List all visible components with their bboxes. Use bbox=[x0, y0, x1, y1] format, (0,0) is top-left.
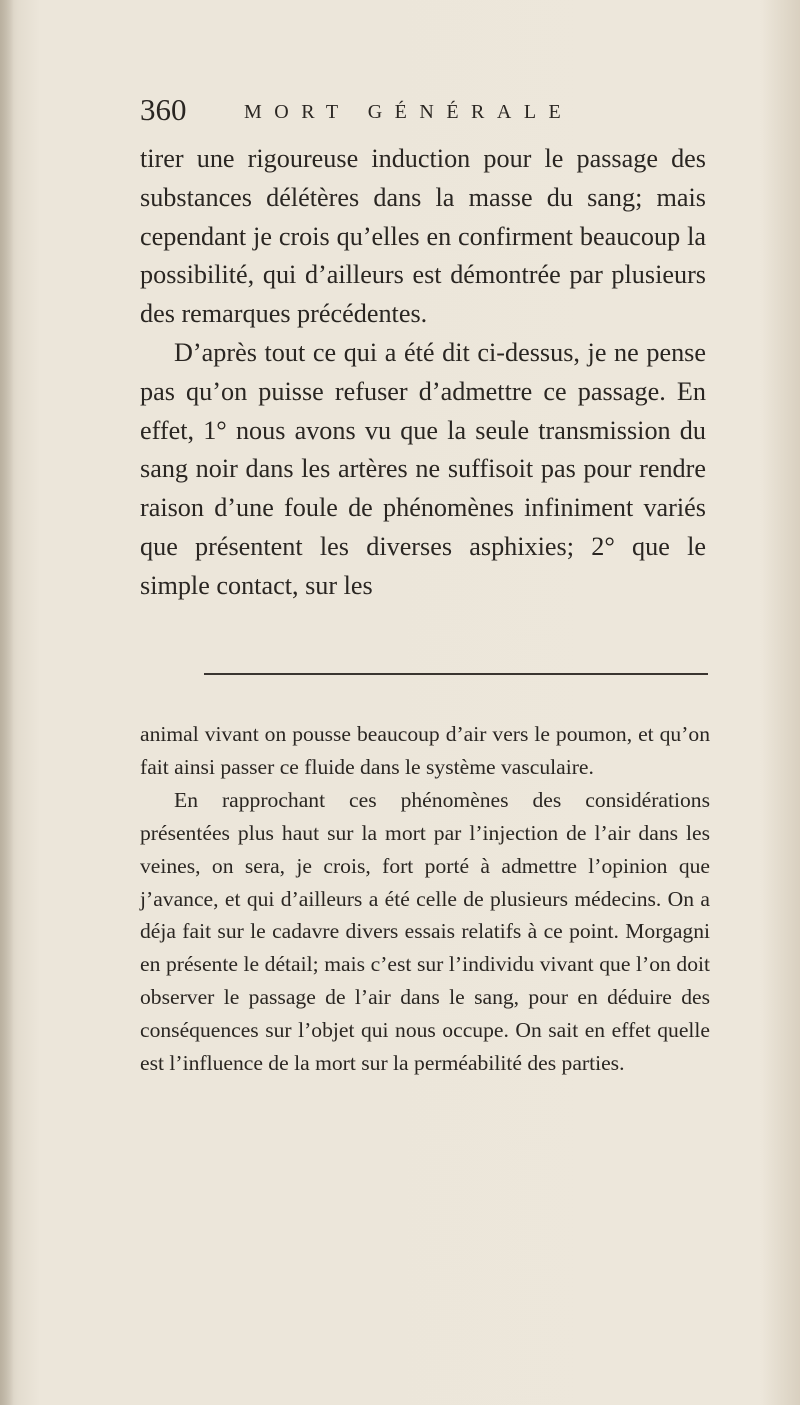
running-title: MORT GÉNÉRALE bbox=[244, 101, 574, 123]
spine-shadow bbox=[0, 0, 14, 1405]
footnote-separator bbox=[204, 673, 708, 675]
main-text bbox=[140, 140, 706, 606]
page-number: 360 bbox=[140, 92, 187, 127]
main-paragraph-1: tirer une rigoureuse induction pour le passage des substances délétères dans la masse du sang; mais cependant je crois qu’elles en confirment beaucoup la possibilité, qui d’ailleurs est démontrée par plusieurs des remarques précédentes. bbox=[140, 144, 706, 329]
footnote-paragraph-1: animal vivant on pousse beaucoup d’air vers le poumon, et qu’on fait ainsi passer ce fluide dans le système vasculaire. bbox=[140, 722, 710, 779]
footnote-paragraph-2: En rapprochant ces phénomènes des considérations présentées plus haut sur la mort par l’injection de l’air dans les veines, on sera, je crois, fort porté à admettre l’opinion que j’avance, et qui d’ailleurs a été celle de plusieurs médecins. On a déja fait sur le cadavre divers essais relatifs à ce point. Morgagni en présente le détail; mais c’est sur l’individu vivant que l’on doit observer le passage de l’air dans le sang, pour en déduire des conséquences sur l’objet qui nous occupe. On sait en effet quelle est l’influence de la mort sur la perméabilité des parties. bbox=[140, 787, 710, 1076]
main-paragraph-2: D’après tout ce qui a été dit ci-dessus, je ne pense pas qu’on puisse refuser d’admettre ce passage. En effet, 1° nous avons vu que la seule transmission du sang noir dans les artères ne suffisoit pas pour rendre raison d’une foule de phénomènes infiniment variés que présentent les diverses asphixies; 2° que le simple contact, sur les bbox=[140, 337, 706, 600]
page-header bbox=[140, 92, 700, 132]
footnote-text bbox=[140, 718, 710, 1080]
